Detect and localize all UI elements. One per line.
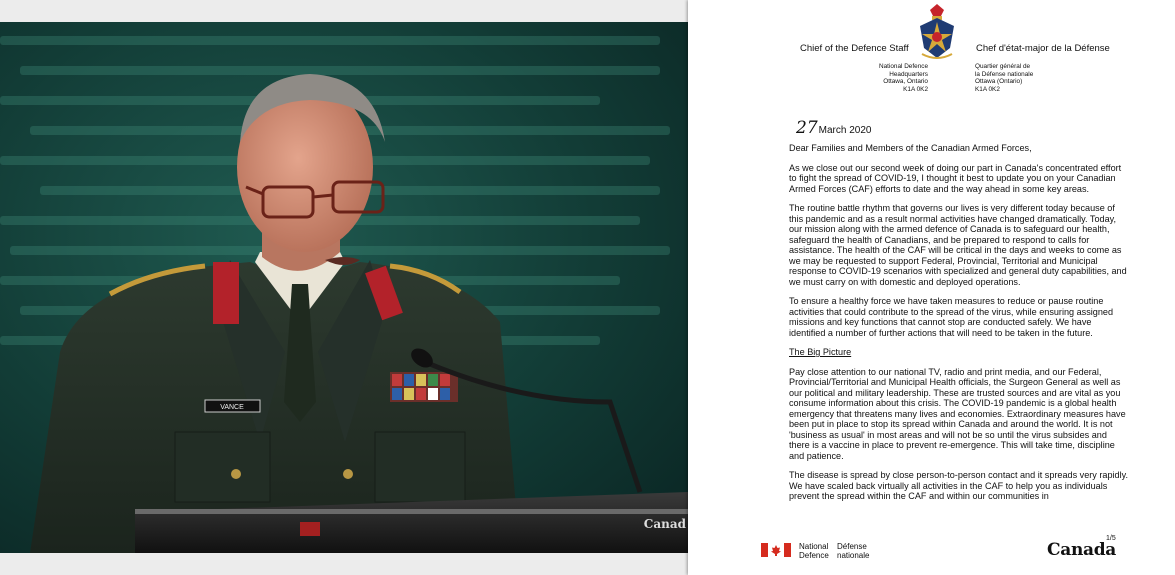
- paragraph: As we close out our second week of doing our part in Canada's concentrated effort to fight the spread of COVID-19, I thought it best to update you on your Canadian Armed Forces (CAF) efforts to date and the way ahead in some key areas.: [789, 162, 1122, 194]
- address-en: National Defence Headquarters Ottawa, Ontario K1A 0K2: [878, 63, 928, 93]
- section-heading: The Big Picture: [789, 347, 852, 357]
- caf-crest-icon: [916, 4, 958, 62]
- medal-ribbons: [390, 372, 458, 402]
- salutation: Dear Families and Members of the Canadian Armed Forces,: [789, 143, 1032, 153]
- footer-dept-fr: Défense nationale: [837, 542, 870, 560]
- canada-wordmark: Canada: [1047, 540, 1117, 560]
- address-fr: Quartier général de la Défense nationale Ottawa (Ontario) K1A 0K2: [975, 63, 1034, 93]
- header-title-fr: Chef d'état-major de la Défense: [976, 43, 1110, 54]
- paragraph: Pay close attention to our national TV, radio and print media, and our Federal, Provincial/Territorial and Municipal Health officials, the Surgeon General as well as our political and military leadership. These are trusted sources and are vital as you consume information about this crisis. The COVID-19 pandemic is a global health emergency that threatens many lives and economies. Extraordinary measures have been put in place to stop its spread within Canada and around the world. It is not 'business as usual' in most areas and will not be so until the virus subsides and there is a vaccine in place to prevent re-emergence. This will take time, discipline and patience.: [789, 366, 1126, 461]
- page-number: 1/5: [1106, 535, 1116, 542]
- speaker-illustration: [0, 22, 688, 553]
- footer-dept-en: National Defence: [799, 542, 829, 560]
- header-title-en: Chief of the Defence Staff: [800, 43, 909, 54]
- paragraph: The disease is spread by close person-to-person contact and it spreads very rapidly. We have scaled back virtually all activities in the CAF to help you as individuals prevent the spread within the CAF and within our communities in: [789, 470, 1128, 501]
- name-tag: VANCE: [220, 404, 244, 411]
- letter-date: 27March 2020: [796, 118, 872, 138]
- letter-body: [789, 143, 1129, 511]
- letter-page: [688, 0, 1175, 575]
- paragraph: The routine battle rhythm that governs our lives is very different today because of this pandemic and as a result normal activities have changed dramatically. Today, our mission along with the armed defence of Canada is to safeguard our health, safeguard the health of Canadians, and be prepared to respond to calls for assistance. The health of the CAF will be critical in the days and weeks to come as we may be requested to support Federal, Provincial, Territorial and Municipal response to COVID-19 scenarios with specialized and general duty capabilities, and we must carry on with domestic and deployed operations.: [789, 203, 1127, 287]
- canada-flag-icon: [761, 543, 791, 557]
- podium-logo: Canad: [643, 517, 686, 531]
- paragraph: To ensure a healthy force we have taken measures to reduce or pause routine activities that could contribute to the spread of the virus, while ensuring assigned missions and key functions that cannot stop are conducted safely. We have identified a number of further actions that will need to be taken in the future.: [789, 296, 1114, 338]
- press-photo: [0, 22, 688, 553]
- handwritten-day: 27: [796, 118, 818, 138]
